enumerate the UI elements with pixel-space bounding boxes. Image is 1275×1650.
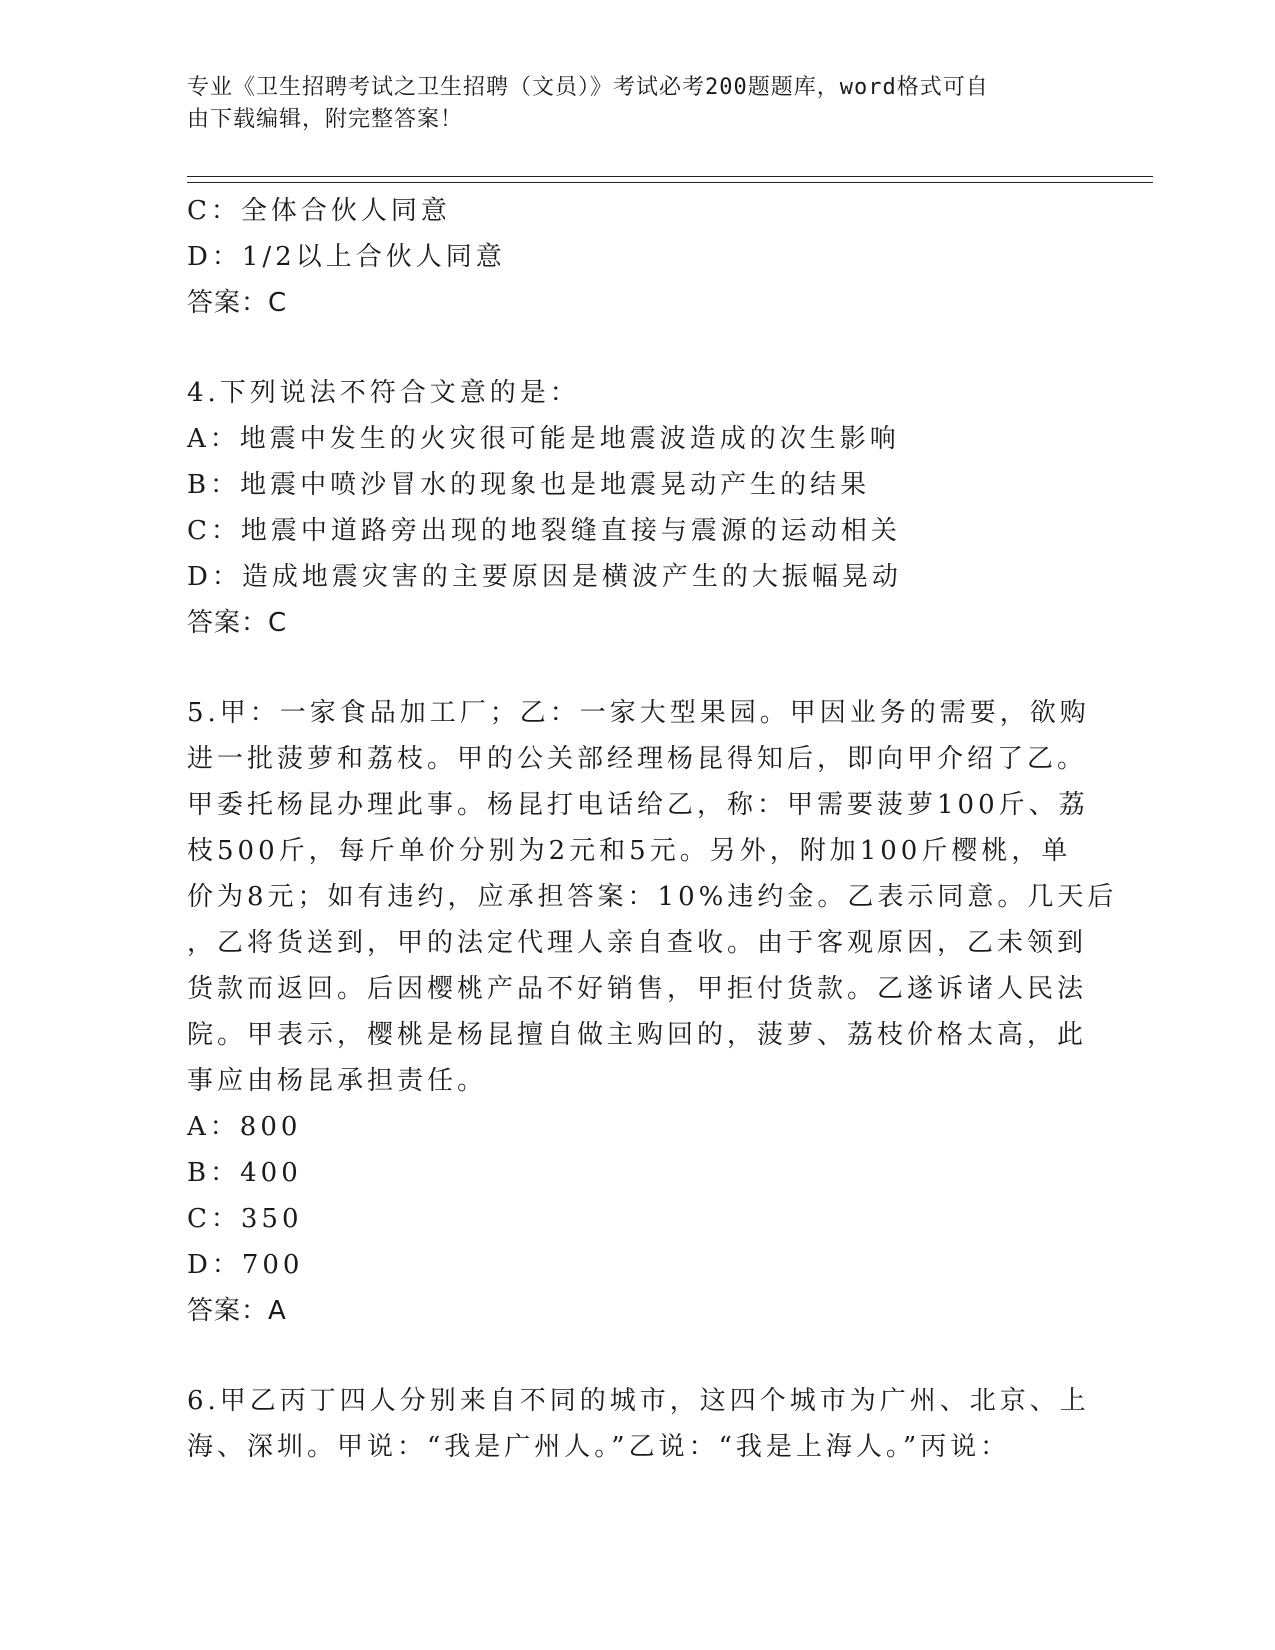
q5-option-d: D：700	[187, 1250, 304, 1280]
q6-stem-line: 6.甲乙丙丁四人分别来自不同的城市，这四个城市为广州、北京、上	[187, 1386, 1090, 1416]
q4-option-b: B：地震中喷沙冒水的现象也是地震晃动产生的结果	[187, 470, 871, 500]
q5-stem-line: 院。甲表示，樱桃是杨昆擅自做主购回的，菠萝、荔枝价格太高，此	[187, 1020, 1088, 1050]
question-spacer	[187, 646, 1067, 690]
q4-stem: 4.下列说法不符合文意的是：	[187, 378, 580, 408]
q5-stem-line: 枝500斤，每斤单价分别为2元和5元。另外，附加100斤樱桃，单	[187, 836, 1072, 866]
q5-answer: 答案：A	[187, 1296, 287, 1326]
question-3	[187, 188, 1067, 326]
q5-stem-line: ，乙将货送到，甲的法定代理人亲自查收。由于客观原因，乙未领到	[187, 928, 1088, 958]
question-spacer	[187, 1334, 1067, 1378]
q5-stem-line: 事应由杨昆承担责任。	[187, 1066, 488, 1096]
q5-option-c: C：350	[187, 1204, 303, 1234]
q5-option-b: B：400	[187, 1158, 302, 1188]
question-spacer	[187, 326, 1067, 370]
document-body	[187, 188, 1118, 1470]
q5-stem-line: 价为8元；如有违约，应承担答案：10%违约金。乙表示同意。几天后	[187, 882, 1118, 912]
q4-answer: 答案：C	[187, 608, 288, 638]
q5-stem-line: 甲委托杨昆办理此事。杨昆打电话给乙，称：甲需要菠萝100斤、荔	[187, 790, 1089, 820]
q3-option-d: D：1/2以上合伙人同意	[187, 242, 506, 272]
question-6	[187, 1378, 1090, 1470]
q5-stem-line: 货款而返回。后因樱桃产品不好销售，甲拒付货款。乙遂诉诸人民法	[187, 974, 1088, 1004]
question-5	[187, 690, 1118, 1334]
q6-stem-line: 海、深圳。甲说：“我是广州人。”乙说：“我是上海人。”丙说：	[187, 1432, 1011, 1462]
document-header	[187, 72, 1067, 136]
q4-option-a: A：地震中发生的火灾很可能是地震波造成的次生影响	[187, 424, 900, 454]
q5-stem-line: 5.甲：一家食品加工厂；乙：一家大型果园。甲因业务的需要，欲购	[187, 698, 1090, 728]
question-4	[187, 370, 1067, 646]
q3-option-c: C：全体合伙人同意	[187, 196, 451, 226]
q4-option-d: D：造成地震灾害的主要原因是横波产生的大振幅晃动	[187, 562, 902, 592]
header-line-2: 由下载编辑，附完整答案！	[187, 107, 464, 132]
q5-option-a: A：800	[187, 1112, 302, 1142]
q4-option-c: C：地震中道路旁出现的地裂缝直接与震源的运动相关	[187, 516, 901, 546]
header-line-1: 专业《卫生招聘考试之卫生招聘（文员）》考试必考200题题库，word格式可自	[187, 75, 989, 100]
q3-answer: 答案：C	[187, 288, 288, 318]
q5-stem-line: 进一批菠萝和荔枝。甲的公关部经理杨昆得知后，即向甲介绍了乙。	[187, 744, 1088, 774]
header-divider	[187, 176, 1153, 183]
